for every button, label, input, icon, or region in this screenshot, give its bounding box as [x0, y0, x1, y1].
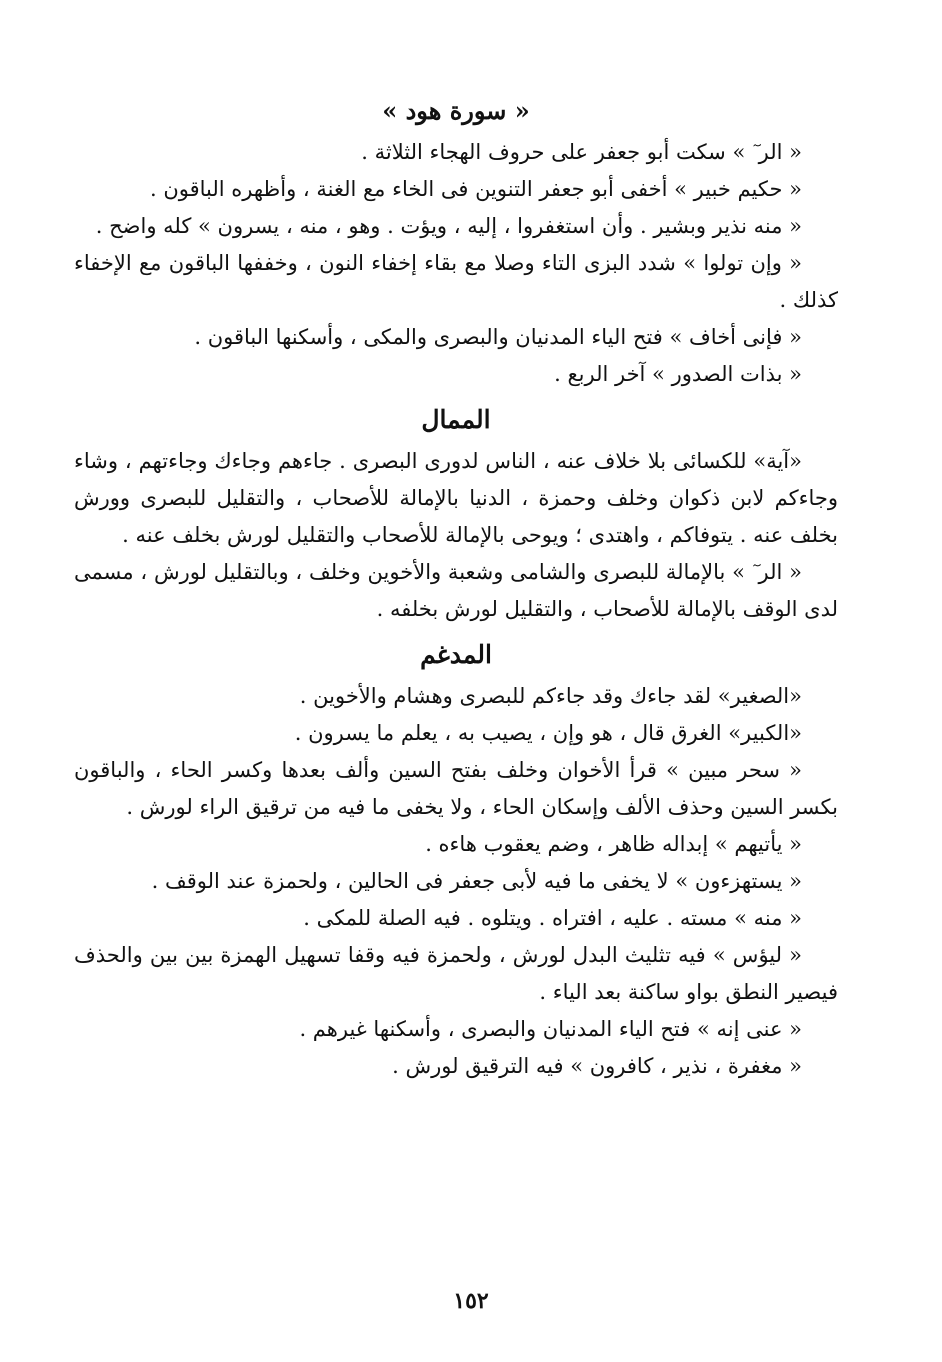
- paragraph-fa-inni-akhafu: « فإنى أخاف » فتح الياء المدنيان والبصرى والمكى ، وأسكنها الباقون .: [194, 325, 802, 349]
- paragraph-anni-innahu: « عنى إنه » فتح الياء المدنيان والبصرى ، وأسكنها غيرهم .: [299, 1017, 802, 1041]
- paragraph-bidhat-al-sudur: « بذات الصدور » آخر الربع .: [554, 362, 802, 386]
- page-number: ١٥٢: [453, 1288, 489, 1314]
- paragraph-mumal-ayah: «آية» للكسائى بلا خلاف عنه ، الناس لدورى البصرى . جاءهم وجاءك وجاءتهم ، وشاء وجاءكم لابن ذكوان وخلف وحمزة ، الدنيا بالإمالة للأصحاب ، والتقليل للبصرى وورش بخلف عنه . يتوفاكم ، واهتدى ؛ ويوحى بالإمالة للأصحاب والتقليل لورش بخلف عنه .: [74, 449, 838, 547]
- paragraph-maghfira: « مغفرة ، نذير ، كافرون » فيه الترقيق لورش .: [392, 1054, 802, 1078]
- paragraph-minhu-massathu: « منه » مسته . عليه ، افتراه . ويتلوه . فيه الصلة للمكى .: [303, 906, 802, 930]
- paragraph-kabir: «الكبير» الغرق قال ، هو وإن ، يصيب به ، يعلم ما يسرون .: [294, 721, 802, 745]
- heading-mumal: الممال: [421, 405, 491, 434]
- paragraph-yastahziun: « يستهزءون » لا يخفى ما فيه لأبى جعفر فى الحالين ، ولحمزة عند الوقف .: [151, 869, 802, 893]
- paragraph-sihr-mubin: « سحر مبين » قرأ الأخوان وخلف بفتح السين وألف بعدها وكسر الحاء ، والباقون بكسر السين وحذف الألف وإسكان الحاء ، ولا يخفى ما فيه من ترقيق الراء لورش .: [74, 758, 838, 819]
- paragraph-wa-in-tawallaw: « وإن تولوا » شدد البزى التاء وصلا مع بقاء إخفاء النون ، وخففها الباقون مع الإخفاء كذلك .: [74, 251, 838, 312]
- paragraph-alif-lam-ra: « الر ٓ » سكت أبو جعفر على حروف الهجاء الثلاثة .: [361, 140, 802, 164]
- paragraph-saghir: «الصغير» لقد جاءك وقد جاءكم للبصرى وهشام والأخوين .: [299, 684, 802, 708]
- paragraph-yatihim: « يأتيهم » إبداله ظاهر ، وضم يعقوب هاءه .: [425, 832, 802, 856]
- paragraph-hakim-khabir: « حكيم خبير » أخفى أبو جعفر التنوين فى الخاء مع الغنة ، وأظهره الباقون .: [149, 177, 802, 201]
- surah-title: « سورة هود »: [382, 96, 530, 125]
- paragraph-yaus: « ليؤس » فيه تثليث البدل لورش ، ولحمزة فيه وقفا تسهيل الهمزة بين بين والحذف فيصير النطق بواو ساكنة بعد الياء .: [74, 943, 838, 1004]
- heading-mudgham: المدغم: [420, 640, 492, 669]
- paragraph-mumal-alif-lam-ra: « الر ٓ » بالإمالة للبصرى والشامى وشعبة والأخوين وخلف ، وبالتقليل لورش ، مسمى لدى الوقف بالإمالة للأصحاب ، والتقليل لورش بخلفه .: [74, 560, 838, 621]
- paragraph-minhu-nadhir: « منه نذير وبشير . وأن استغفروا ، إليه ، ويؤت . وهو ، منه ، يسرون » كله واضح .: [95, 214, 802, 238]
